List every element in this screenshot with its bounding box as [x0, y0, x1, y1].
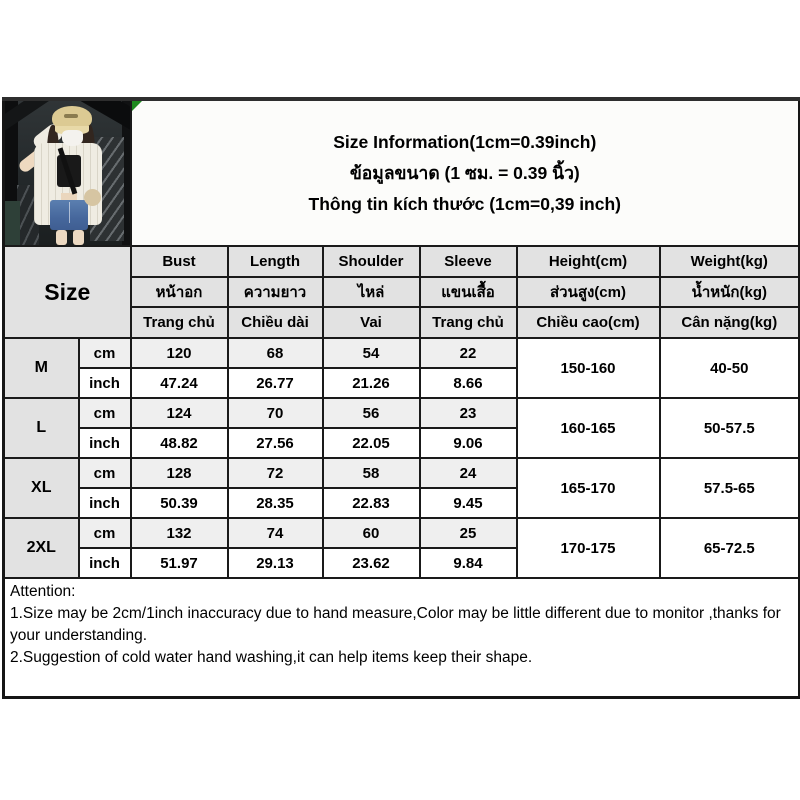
col-header-height-vi: Chiều cao(cm): [517, 307, 660, 338]
unit-label-cm: cm: [79, 458, 131, 488]
photo-person-cap-logo: [64, 114, 78, 118]
col-header-shoulder-vi: Vai: [323, 307, 420, 338]
title-english: Size Information(1cm=0.39inch): [333, 131, 597, 152]
col-header-shoulder-en: Shoulder: [323, 246, 420, 277]
value-2xl-shoulder-cm: 60: [323, 518, 420, 548]
value-2xl-height: 170-175: [517, 518, 660, 578]
photo-person-bag: [84, 189, 101, 206]
unit-label-inch: inch: [79, 428, 131, 458]
photo-person-leg-right: [73, 230, 84, 245]
col-header-length-th: ความยาว: [228, 277, 323, 307]
value-m-weight: 40-50: [660, 338, 800, 398]
value-l-bust-inch: 48.82: [131, 428, 228, 458]
size-information-table: [2, 97, 800, 699]
header-row-english: [4, 246, 800, 277]
value-2xl-sleeve-inch: 9.84: [420, 548, 517, 578]
title-cell: [131, 99, 800, 246]
value-xl-sleeve-cm: 24: [420, 458, 517, 488]
col-header-bust-vi: Trang chủ: [131, 307, 228, 338]
photo-person-leg-left: [56, 230, 67, 245]
value-l-bust-cm: 124: [131, 398, 228, 428]
col-header-length-vi: Chiều dài: [228, 307, 323, 338]
value-2xl-length-cm: 74: [228, 518, 323, 548]
unit-label-inch: inch: [79, 368, 131, 398]
col-header-length-en: Length: [228, 246, 323, 277]
value-xl-height: 165-170: [517, 458, 660, 518]
table-row: [4, 338, 800, 368]
attention-heading: Attention:: [10, 583, 76, 600]
value-xl-sleeve-inch: 9.45: [420, 488, 517, 518]
attention-line-2: 2.Suggestion of cold water hand washing,it can help items keep their shape.: [10, 649, 533, 666]
value-xl-length-cm: 72: [228, 458, 323, 488]
green-triangle-marker-icon: [132, 101, 142, 111]
col-header-sleeve-vi: Trang chủ: [420, 307, 517, 338]
size-header: Size: [4, 246, 131, 338]
col-header-weight-th: น้ำหนัก(kg): [660, 277, 800, 307]
value-xl-weight: 57.5-65: [660, 458, 800, 518]
col-header-shoulder-th: ไหล่: [323, 277, 420, 307]
value-2xl-length-inch: 29.13: [228, 548, 323, 578]
size-label-xl: XL: [4, 458, 79, 518]
value-2xl-shoulder-inch: 23.62: [323, 548, 420, 578]
value-m-length-inch: 26.77: [228, 368, 323, 398]
size-label-m: M: [4, 338, 79, 398]
col-header-weight-en: Weight(kg): [660, 246, 800, 277]
product-photo-cell: [4, 99, 131, 246]
value-l-length-cm: 70: [228, 398, 323, 428]
col-header-weight-vi: Cân nặng(kg): [660, 307, 800, 338]
unit-label-cm: cm: [79, 518, 131, 548]
value-m-sleeve-cm: 22: [420, 338, 517, 368]
title-vietnamese: Thông tin kích thước (1cm=0,39 inch): [308, 193, 622, 214]
size-label-2xl: 2XL: [4, 518, 79, 578]
attention-cell: [4, 578, 800, 697]
value-m-height: 150-160: [517, 338, 660, 398]
col-header-sleeve-en: Sleeve: [420, 246, 517, 277]
photo-person-denim-shorts: [50, 200, 88, 230]
photo-person-face-mask: [62, 130, 83, 146]
unit-label-cm: cm: [79, 338, 131, 368]
col-header-bust-en: Bust: [131, 246, 228, 277]
title-thai: ข้อมูลขนาด (1 ซม. = 0.39 นิ้ว): [349, 162, 580, 183]
value-xl-bust-inch: 50.39: [131, 488, 228, 518]
value-2xl-bust-inch: 51.97: [131, 548, 228, 578]
value-m-sleeve-inch: 8.66: [420, 368, 517, 398]
photo-glass-reflection: [5, 201, 20, 245]
value-xl-length-inch: 28.35: [228, 488, 323, 518]
col-header-height-en: Height(cm): [517, 246, 660, 277]
col-header-bust-th: หน้าอก: [131, 277, 228, 307]
unit-label-inch: inch: [79, 548, 131, 578]
col-header-sleeve-th: แขนเสื้อ: [420, 277, 517, 307]
value-l-sleeve-cm: 23: [420, 398, 517, 428]
value-l-sleeve-inch: 9.06: [420, 428, 517, 458]
value-m-length-cm: 68: [228, 338, 323, 368]
table-row: [4, 458, 800, 488]
size-label-l: L: [4, 398, 79, 458]
value-2xl-weight: 65-72.5: [660, 518, 800, 578]
unit-label-cm: cm: [79, 398, 131, 428]
value-m-bust-inch: 47.24: [131, 368, 228, 398]
value-l-weight: 50-57.5: [660, 398, 800, 458]
col-header-height-th: ส่วนสูง(cm): [517, 277, 660, 307]
value-l-height: 160-165: [517, 398, 660, 458]
value-l-shoulder-cm: 56: [323, 398, 420, 428]
table-row: [4, 398, 800, 428]
table-row: [4, 518, 800, 548]
attention-row: [4, 578, 800, 697]
value-m-bust-cm: 120: [131, 338, 228, 368]
value-m-shoulder-inch: 21.26: [323, 368, 420, 398]
value-xl-shoulder-cm: 58: [323, 458, 420, 488]
value-xl-shoulder-inch: 22.83: [323, 488, 420, 518]
value-l-length-inch: 27.56: [228, 428, 323, 458]
product-photo: [5, 101, 130, 245]
value-l-shoulder-inch: 22.05: [323, 428, 420, 458]
unit-label-inch: inch: [79, 488, 131, 518]
value-2xl-sleeve-cm: 25: [420, 518, 517, 548]
value-xl-bust-cm: 128: [131, 458, 228, 488]
value-2xl-bust-cm: 132: [131, 518, 228, 548]
attention-line-1: 1.Size may be 2cm/1inch inaccuracy due to hand measure,Color may be little different due to monitor ,thanks for your understanding.: [10, 605, 781, 644]
value-m-shoulder-cm: 54: [323, 338, 420, 368]
